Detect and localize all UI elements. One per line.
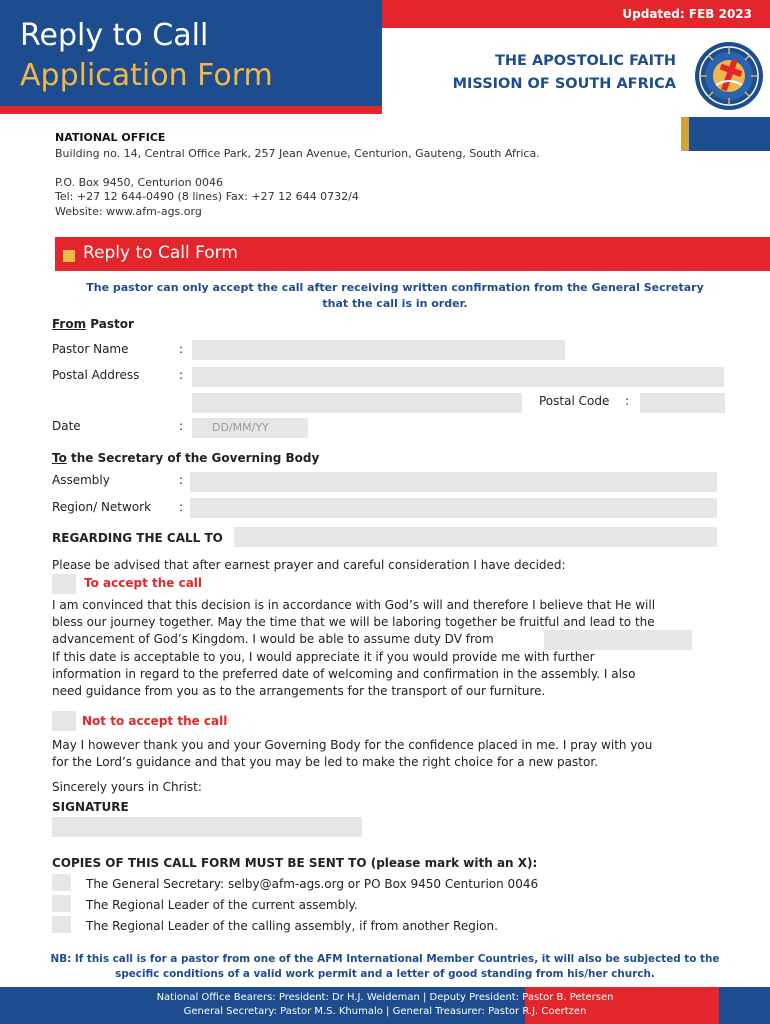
region-network-field[interactable]: [190, 498, 717, 518]
accept-call-checkbox[interactable]: [52, 574, 76, 594]
date-label: Date: [52, 419, 81, 433]
header-blue-accent: [689, 117, 770, 151]
postal-address-label: Postal Address: [52, 368, 140, 382]
office-title: NATIONAL OFFICE: [55, 131, 166, 144]
postal-code-field[interactable]: [640, 393, 725, 413]
accept-paragraph-line3: advancement of God’s Kingdom. I would be able to assume duty DV from: [52, 632, 494, 646]
assembly-label: Assembly: [52, 473, 110, 487]
accept-paragraph-line2: bless our journey together. May the time that we will be laboring together be fruitful and lead to the: [52, 615, 655, 629]
from-heading-underlined: From: [52, 317, 87, 331]
accept-paragraph-line1: I am convinced that this decision is in accordance with God’s will and therefore I believe that He will: [52, 598, 656, 612]
office-website: Website: www.afm-ags.org: [55, 205, 202, 218]
footer-office-bearers-line1: National Office Bearers: President: Dr H.J. Weideman | Deputy President: Pastor B. Petersen: [156, 992, 614, 1003]
postal-address-field-line1[interactable]: [192, 367, 724, 387]
advised-text: Please be advised that after earnest prayer and careful consideration I have decided:: [52, 558, 566, 572]
to-heading-underlined: To: [52, 451, 67, 465]
office-po-box: P.O. Box 9450, Centurion 0046: [55, 176, 224, 189]
section-title: Reply to Call Form: [83, 243, 238, 263]
from-heading-rest: Pastor: [86, 317, 134, 331]
pastor-name-field[interactable]: [192, 340, 565, 360]
not-accept-line2: for the Lord’s guidance and that you may be led to make the right choice for a new pastor.: [52, 755, 598, 769]
colon: :: [179, 368, 184, 382]
org-name-line1: THE APOSTOLIC FAITH: [494, 53, 676, 69]
accept-paragraph2-line1: If this date is acceptable to you, I would appreciate it if you would provide me with further: [52, 650, 595, 664]
office-address: Building no. 14, Central Office Park, 257 Jean Avenue, Centurion, Gauteng, South Africa.: [55, 147, 540, 160]
copy-regional-current-checkbox[interactable]: [52, 895, 71, 912]
colon: :: [179, 342, 184, 356]
copy-general-secretary-checkbox[interactable]: [52, 874, 71, 891]
notice-line2: that the call is in order.: [322, 297, 468, 310]
to-heading-rest: the Secretary of the Governing Body: [66, 451, 320, 465]
copies-heading: COPIES OF THIS CALL FORM MUST BE SENT TO (please mark with an X):: [52, 856, 538, 870]
not-accept-call-label: Not to accept the call: [82, 714, 228, 728]
sincerely-text: Sincerely yours in Christ:: [52, 780, 202, 794]
footer-office-bearers-line2: General Secretary: Pastor M.S. Khumalo | General Treasurer: Pastor R.J. Coertzen: [183, 1006, 587, 1017]
colon: :: [179, 473, 184, 487]
assembly-field[interactable]: [190, 472, 717, 492]
colon: :: [179, 500, 184, 514]
to-heading: [52, 451, 319, 465]
postal-address-field-line2[interactable]: [192, 393, 522, 413]
signature-field[interactable]: [52, 817, 362, 837]
region-network-label: Region/ Network: [52, 500, 152, 514]
signature-label: SIGNATURE: [52, 800, 129, 814]
accept-paragraph2-line2: information in regard to the preferred date of welcoming and confirmation in the assembly. I also: [52, 667, 636, 681]
nb-line1: NB: If this call is for a pastor from one of the AFM International Member Countries, it will also be subjected to the: [50, 953, 720, 965]
nb-line2: specific conditions of a valid work permit and a letter of good standing from his/her church.: [115, 968, 655, 980]
copy-regional-current-label: The Regional Leader of the current assembly.: [86, 898, 358, 912]
regarding-call-label: REGARDING THE CALL TO: [52, 531, 223, 545]
regarding-call-field[interactable]: [234, 527, 717, 547]
from-heading: [52, 317, 134, 331]
header-red-strip: [0, 106, 382, 114]
section-square-icon: [63, 250, 75, 262]
date-placeholder: DD/MM/YY: [212, 421, 269, 434]
office-tel: Tel: +27 12 644-0490 (8 lines) Fax: +27 12 644 0732/4: [55, 190, 359, 203]
accept-call-label: To accept the call: [84, 576, 203, 590]
org-name-line2: MISSION OF SOUTH AFRICA: [452, 76, 676, 92]
not-accept-call-checkbox[interactable]: [52, 711, 76, 731]
updated-date: Updated: FEB 2023: [622, 7, 752, 21]
copy-general-secretary-label: The General Secretary: selby@afm-ags.org or PO Box 9450 Centurion 0046: [86, 877, 539, 891]
afm-emblem-icon: [694, 41, 764, 111]
colon: :: [179, 419, 184, 433]
form-title-line1: Reply to Call: [20, 18, 209, 53]
colon: :: [625, 394, 630, 408]
pastor-name-label: Pastor Name: [52, 342, 129, 356]
accept-paragraph2-line3: need guidance from you as to the arrangements for the transport of our furniture.: [52, 684, 546, 698]
copy-regional-calling-checkbox[interactable]: [52, 916, 71, 933]
postal-code-label: Postal Code: [539, 394, 610, 408]
duty-date-field[interactable]: [544, 630, 692, 650]
form-title-line2: Application Form: [20, 58, 273, 93]
copy-regional-calling-label: The Regional Leader of the calling assembly, if from another Region.: [86, 919, 498, 933]
notice-line1: The pastor can only accept the call after receiving written confirmation from the General Secretary: [86, 281, 704, 294]
header-gold-accent: [681, 117, 689, 151]
date-field[interactable]: [192, 418, 308, 438]
not-accept-line1: May I however thank you and your Governing Body for the confidence placed in me. I pray with you: [52, 738, 653, 752]
